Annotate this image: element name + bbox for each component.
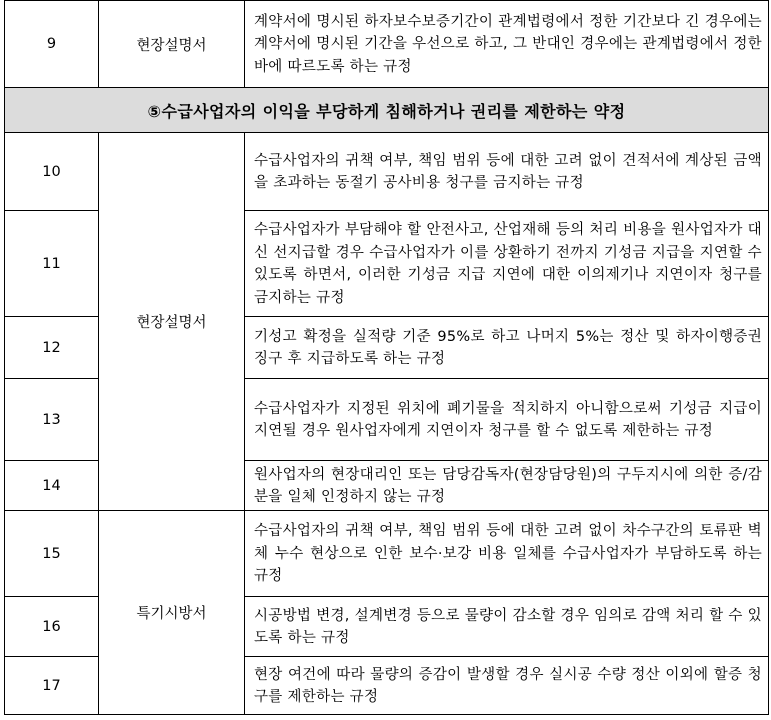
- clause-description: 수급사업자의 귀책 여부, 책임 범위 등에 대한 고려 없이 차수구간의 토류판 벽체 누수 현상으로 인한 보수·보강 비용 일체를 수급사업자가 부담하도록 하는 규정: [245, 511, 769, 597]
- clause-description: 계약서에 명시된 하자보수보증기간이 관계법령에서 정한 기간보다 긴 경우에는 계약서에 명시된 기간을 우선으로 하고, 그 반대인 경우에는 관계법령에서 정한 바에 따르도록 하는 규정: [245, 1, 769, 88]
- section-header-row: [5, 88, 769, 133]
- clause-description: 수급사업자가 부담해야 할 안전사고, 산업재해 등의 처리 비용을 원사업자가 대신 선지급할 경우 수급사업자가 이를 상환하기 전까지 기성금 지급을 지연할 수 있도록 하면서, 이러한 기성금 지급 지연에 대한 이의제기나 지연이자 청구를 금지하는 규정: [245, 211, 769, 317]
- document-type: 특기시방서: [99, 511, 245, 715]
- row-number: 12: [5, 317, 99, 379]
- clause-description: 원사업자의 현장대리인 또는 담당감독자(현장담당원)의 구두지시에 의한 증/감분을 일체 인정하지 않는 규정: [245, 461, 769, 511]
- clause-description: 시공방법 변경, 설계변경 등으로 물량이 감소할 경우 임의로 감액 처리 할 수 있도록 하는 규정: [245, 597, 769, 657]
- row-number: 15: [5, 511, 99, 597]
- row-number: 11: [5, 211, 99, 317]
- clause-description: 수급사업자가 지정된 위치에 폐기물을 적치하지 아니함으로써 기성금 지급이 지연될 경우 원사업자에게 지연이자 청구를 할 수 없도록 제한하는 규정: [245, 379, 769, 461]
- row-number: 13: [5, 379, 99, 461]
- table-row: [5, 133, 769, 211]
- row-number: 14: [5, 461, 99, 511]
- row-number: 17: [5, 657, 99, 715]
- clause-description: 기성고 확정을 실적량 기준 95%로 하고 나머지 5%는 정산 및 하자이행증권 징구 후 지급하도록 하는 규정: [245, 317, 769, 379]
- document-type: 현장설명서: [99, 1, 245, 88]
- row-number: 9: [5, 1, 99, 88]
- clause-table: [4, 0, 769, 715]
- table-row: [5, 1, 769, 88]
- row-number: 10: [5, 133, 99, 211]
- table-row: [5, 511, 769, 597]
- document-type: 현장설명서: [99, 133, 245, 511]
- row-number: 16: [5, 597, 99, 657]
- section-title: ⑤수급사업자의 이익을 부당하게 침해하거나 권리를 제한하는 약정: [5, 88, 769, 133]
- clause-description: 현장 여건에 따라 물량의 증감이 발생할 경우 실시공 수량 정산 이외에 할증 청구를 제한하는 규정: [245, 657, 769, 715]
- clause-description: 수급사업자의 귀책 여부, 책임 범위 등에 대한 고려 없이 견적서에 계상된 금액을 초과하는 동절기 공사비용 청구를 금지하는 규정: [245, 133, 769, 211]
